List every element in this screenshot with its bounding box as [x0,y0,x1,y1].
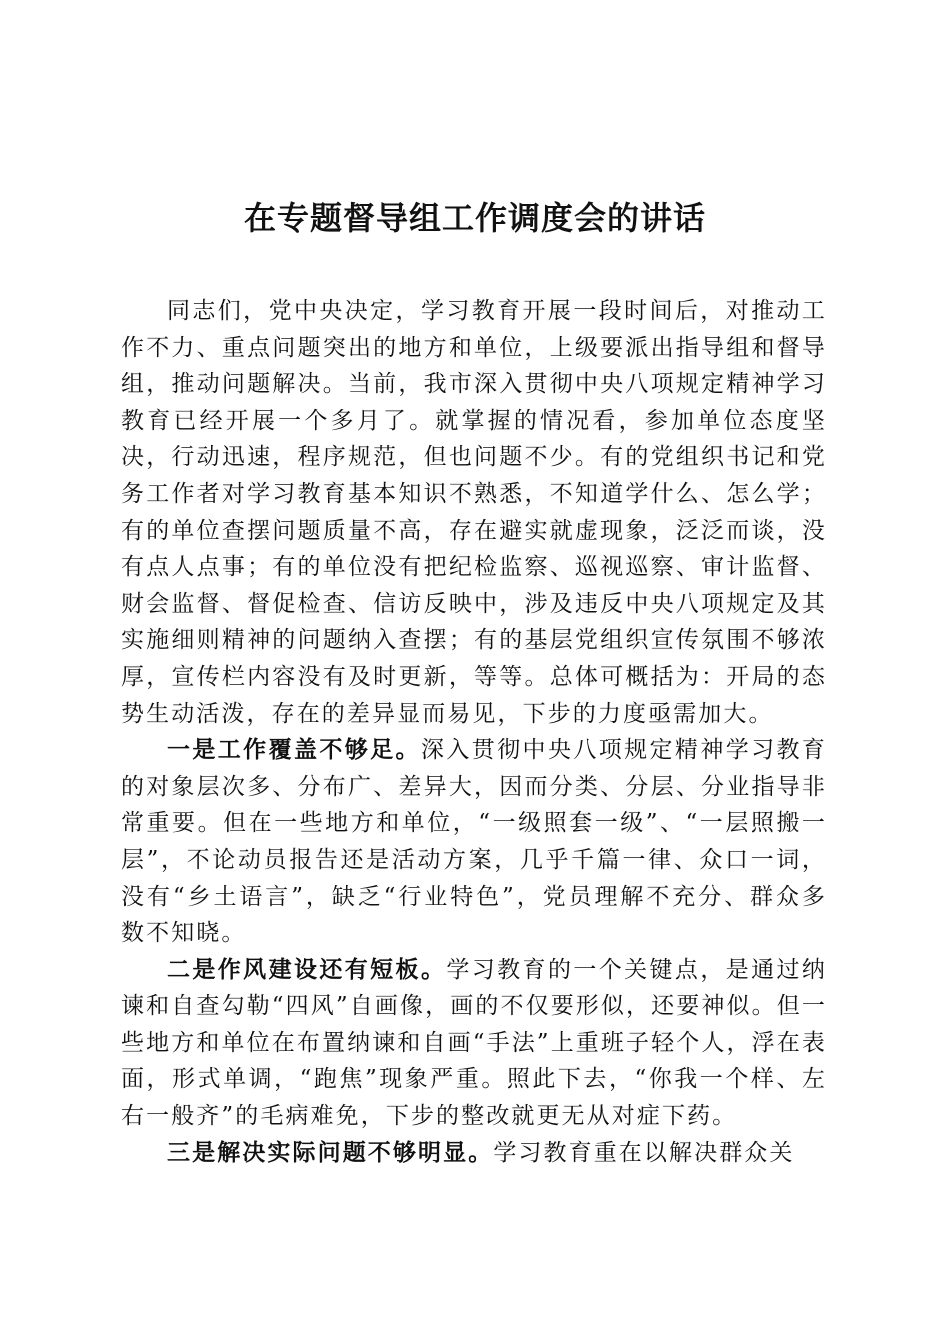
paragraph-point-one [121,732,827,952]
paragraph-point-two-lead: 二是作风建设还有短板。 [167,955,447,983]
document-title: 在专题督导组工作调度会的讲话 [243,199,706,237]
paragraph-point-one-text: 深入贯彻中央八项规定精神学习教育的对象层次多、分布广、差异大，因而分类、分层、分业指导非常重要。但在一些地方和单位，“一级照套一级”、“一层照搬一层”，不论动员报告还是活动方案，几乎千篇一律、众口一词，没有“乡土语言”，缺乏“行业特色”，党员理解不充分、群众多数不知晓。 [121,737,828,947]
paragraph-point-two-text: 学习教育的一个关键点，是通过纳谏和自查勾勒“四风”自画像，画的不仅要形似，还要神似。但一些地方和单位在布置纳谏和自画“手法”上重班子轻个人，浮在表面，形式单调，“跑焦”现象严重。照此下去，“你我一个样、左右一般齐”的毛病难免，下步的整改就更无从对症下药。 [121,956,827,1130]
document-body [121,293,827,1171]
paragraph-point-one-lead: 一是工作覆盖不够足。 [167,736,421,764]
paragraph-point-three [121,1135,827,1172]
paragraph-point-three-lead: 三是解决实际问题不够明显。 [167,1138,494,1166]
paragraph-intro-text: 同志们，党中央决定，学习教育开展一段时间后，对推动工作不力、重点问题突出的地方和单位，上级要派出指导组和督导组，推动问题解决。当前，我市深入贯彻中央八项规定精神学习教育已经开展一个多月了。就掌握的情况看，参加单位态度坚决，行动迅速，程序规范，但也问题不少。有的党组织书记和党务工作者对学习教育基本知识不熟悉，不知道学什么、怎么学；有的单位查摆问题质量不高，存在避实就虚现象，泛泛而谈，没有点人点事；有的单位没有把纪检监察、巡视巡察、审计监督、财会监督、督促检查、信访反映中，涉及违反中央八项规定及其实施细则精神的问题纳入查摆；有的基层党组织宣传氛围不够浓厚，宣传栏内容没有及时更新，等等。总体可概括为：开局的态势生动活泼，存在的差异显而易见，下步的力度亟需加大。 [121,298,827,727]
paragraph-point-three-text: 学习教育重在以解决群众关 [493,1139,795,1166]
paragraph-point-two [121,952,827,1135]
paragraph-intro [121,293,827,732]
